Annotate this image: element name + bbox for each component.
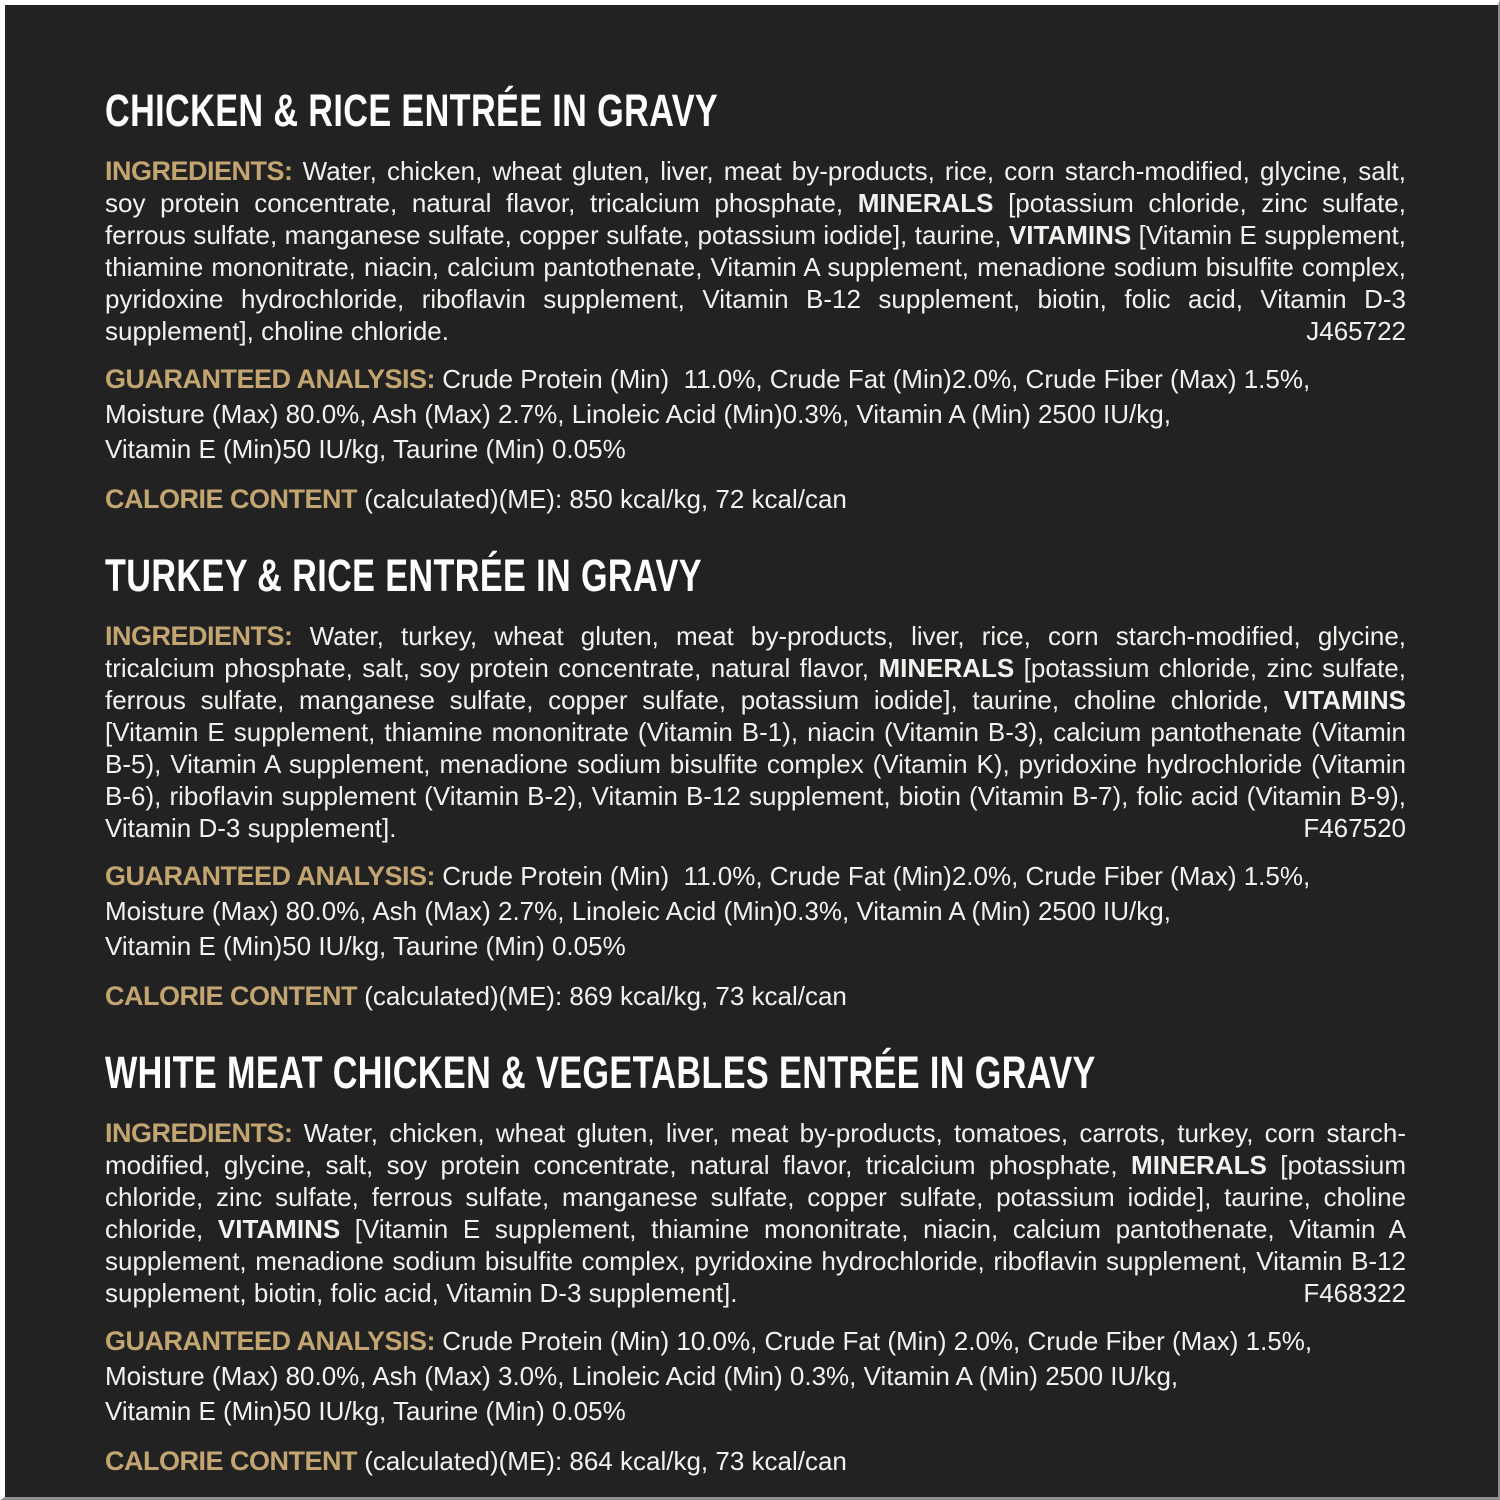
calorie-content-label: CALORIE CONTENT [105, 981, 357, 1011]
guaranteed-analysis [105, 859, 1406, 964]
label-content [5, 5, 1498, 1478]
analysis-line: Vitamin E (Min)50 IU/kg, Taurine (Min) 0.05% [105, 434, 626, 464]
analysis-line: Moisture (Max) 80.0%, Ash (Max) 2.7%, Linoleic Acid (Min)0.3%, Vitamin A (Min) 2500 IU/kg, [105, 399, 1171, 429]
ingredients-text: Water, chicken, wheat gluten, liver, meat by-products, rice, corn starch-modified, glycine, salt, soy protein concentrate, natural flavor, tricalcium phosphate, MINERALS [potassium chloride, zinc sulfate, ferrous sulfate, manganese sulfate, copper sulfate, potassium iodide], taurine, VITAMINS [Vitamin E supplement, thiamine mononitrate, niacin, calcium pantothenate, Vitamin A supplement, menadione sodium bisulfite complex, pyridoxine hydrochloride, riboflavin supplement, Vitamin B-12 supplement, biotin, folic acid, Vitamin D-3 supplement], choline chloride. [105, 156, 1406, 346]
ingredients-paragraph [105, 1117, 1406, 1309]
analysis-line [105, 859, 1406, 894]
section-title: CHICKEN & RICE ENTRÉE IN GRAVY [105, 85, 719, 136]
calorie-content [105, 979, 1406, 1013]
ingredients-paragraph [105, 620, 1406, 844]
formula-code: F468322 [1303, 1278, 1406, 1308]
ingredients-text: Water, chicken, wheat gluten, liver, meat by-products, tomatoes, carrots, turkey, corn starch-modified, glycine, salt, soy protein concentrate, natural flavor, tricalcium phosphate, MINERALS [potassium chloride, zinc sulfate, ferrous sulfate, manganese sulfate, copper sulfate, potassium iodide], taurine, choline chloride, VITAMINS [Vitamin E supplement, thiamine mononitrate, niacin, calcium pantothenate, Vitamin A supplement, menadione sodium bisulfite complex, pyridoxine hydrochloride, riboflavin supplement, Vitamin B-12 supplement, biotin, folic acid, Vitamin D-3 supplement]. [105, 1118, 1406, 1308]
analysis-values: Crude Protein (Min) 10.0%, Crude Fat (Min) 2.0%, Crude Fiber (Max) 1.5%, [442, 1326, 1313, 1356]
product-section-turkey-rice [105, 550, 1406, 1013]
analysis-line: Moisture (Max) 80.0%, Ash (Max) 3.0%, Linoleic Acid (Min) 0.3%, Vitamin A (Min) 2500 IU/kg, [105, 1361, 1179, 1391]
analysis-line: Vitamin E (Min)50 IU/kg, Taurine (Min) 0.05% [105, 1396, 626, 1426]
calorie-content [105, 1444, 1406, 1478]
calorie-content-label: CALORIE CONTENT [105, 484, 357, 514]
formula-code: F467520 [1303, 813, 1406, 843]
analysis-line [105, 1324, 1406, 1359]
analysis-line: Moisture (Max) 80.0%, Ash (Max) 2.7%, Linoleic Acid (Min)0.3%, Vitamin A (Min) 2500 IU/kg, [105, 896, 1171, 926]
section-title: WHITE MEAT CHICKEN & VEGETABLES ENTRÉE IN GRAVY [105, 1047, 1096, 1098]
guaranteed-analysis-label: GUARANTEED ANALYSIS: [105, 861, 436, 891]
guaranteed-analysis-label: GUARANTEED ANALYSIS: [105, 1326, 436, 1356]
ingredients-label: INGREDIENTS: [105, 156, 293, 186]
analysis-line: Vitamin E (Min)50 IU/kg, Taurine (Min) 0.05% [105, 931, 626, 961]
formula-code: J465722 [1306, 316, 1406, 346]
analysis-values: Crude Protein (Min) 11.0%, Crude Fat (Min)2.0%, Crude Fiber (Max) 1.5%, [442, 364, 1311, 394]
ingredients-label: INGREDIENTS: [105, 1118, 293, 1148]
guaranteed-analysis [105, 1324, 1406, 1429]
ingredients-paragraph [105, 155, 1406, 347]
calorie-values: (calculated)(ME): 850 kcal/kg, 72 kcal/can [364, 484, 847, 514]
calorie-content-label: CALORIE CONTENT [105, 1446, 357, 1476]
calorie-values: (calculated)(ME): 869 kcal/kg, 73 kcal/can [364, 981, 847, 1011]
product-section-chicken-vegetables [105, 1047, 1406, 1478]
guaranteed-analysis [105, 362, 1406, 467]
product-section-chicken-rice [105, 85, 1406, 516]
analysis-values: Crude Protein (Min) 11.0%, Crude Fat (Min)2.0%, Crude Fiber (Max) 1.5%, [442, 861, 1311, 891]
ingredients-label: INGREDIENTS: [105, 621, 293, 651]
ingredients-text: Water, turkey, wheat gluten, meat by-products, liver, rice, corn starch-modified, glycine, tricalcium phosphate, salt, soy protein concentrate, natural flavor, MINERALS [potassium chloride, zinc sulfate, ferrous sulfate, manganese sulfate, copper sulfate, potassium iodide], taurine, choline chloride, VITAMINS [Vitamin E supplement, thiamine mononitrate (Vitamin B-1), niacin (Vitamin B-3), calcium pantothenate (Vitamin B-5), Vitamin A supplement, menadione sodium bisulfite complex (Vitamin K), pyridoxine hydrochloride (Vitamin B-6), riboflavin supplement (Vitamin B-2), Vitamin B-12 supplement, biotin (Vitamin B-7), folic acid (Vitamin B-9), Vitamin D-3 supplement]. [105, 621, 1406, 843]
calorie-values: (calculated)(ME): 864 kcal/kg, 73 kcal/can [364, 1446, 847, 1476]
section-title: TURKEY & RICE ENTRÉE IN GRAVY [105, 550, 702, 601]
calorie-content [105, 482, 1406, 516]
analysis-line [105, 362, 1406, 397]
guaranteed-analysis-label: GUARANTEED ANALYSIS: [105, 364, 436, 394]
